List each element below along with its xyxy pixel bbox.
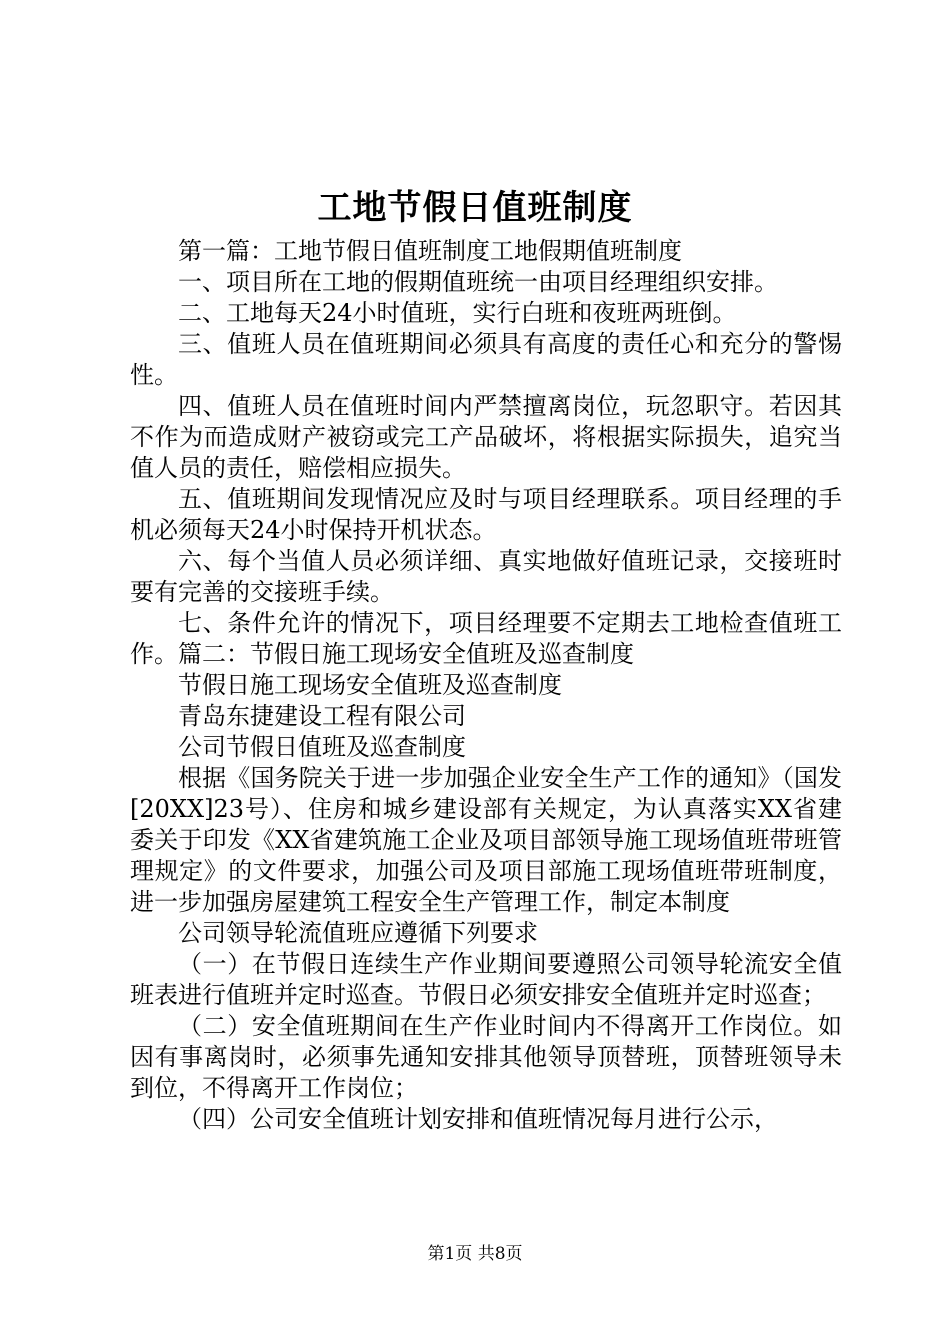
paragraph-2: 一、项目所在工地的假期值班统一由项目经理组织安排。	[178, 268, 778, 296]
page-number: 第1页 共8页	[427, 1244, 523, 1264]
paragraph-5: 四、值班人员在值班时间内严禁擅离岗位，玩忽职守。若因其不作为而造成财产被窃或完工产品破坏，将根据实际损失，追究当值人员的责任，赔偿相应损失。	[130, 392, 842, 482]
paragraph-16: （四）公司安全值班计划安排和值班情况每月进行公示，	[178, 1105, 778, 1133]
paragraph-7: 六、每个当值人员必须详细、真实地做好值班记录，交接班时要有完善的交接班手续。	[130, 547, 842, 606]
paragraph-13: 公司领导轮流值班应遵循下列要求	[178, 919, 538, 947]
paragraph-15: （二）安全值班期间在生产作业时间内不得离开工作岗位。如因有事离岗时，必须事先通知安排其他领导顶替班，顶替班领导未到位，不得离开工作岗位；	[130, 1012, 842, 1102]
paragraph-12: 根据《国务院关于进一步加强企业安全生产工作的通知》（国发[20XX]23号）、住房和城乡建设部有关规定，为认真落实XX省建委关于印发《XX省建筑施工企业及项目部领导施工现场值班带班管理规定》的文件要求，加强公司及项目部施工现场值班带班制度，进一步加强房屋建筑工程安全生产管理工作，制定本制度	[130, 764, 842, 916]
paragraph-4: 三、值班人员在值班期间必须具有高度的责任心和充分的警惕性。	[130, 330, 842, 389]
paragraph-10: 青岛东捷建设工程有限公司	[178, 702, 466, 730]
paragraph-1: 第一篇：工地节假日值班制度工地假期值班制度	[178, 237, 682, 265]
paragraph-14: （一）在节假日连续生产作业期间要遵照公司领导轮流安全值班表进行值班并定时巡查。节假日必须安排安全值班并定时巡查；	[130, 950, 842, 1009]
paragraph-3: 二、工地每天24小时值班，实行白班和夜班两班倒。	[178, 299, 737, 327]
paragraph-9: 节假日施工现场安全值班及巡查制度	[178, 671, 562, 699]
paragraph-11: 公司节假日值班及巡查制度	[178, 733, 466, 761]
paragraph-8: 七、条件允许的情况下，项目经理要不定期去工地检查值班工作。篇二：节假日施工现场安全值班及巡查制度	[130, 609, 842, 668]
document-title: 工地节假日值班制度	[317, 188, 633, 228]
document-body	[130, 236, 842, 1135]
paragraph-6: 五、值班期间发现情况应及时与项目经理联系。项目经理的手机必须每天24小时保持开机状态。	[130, 485, 842, 544]
